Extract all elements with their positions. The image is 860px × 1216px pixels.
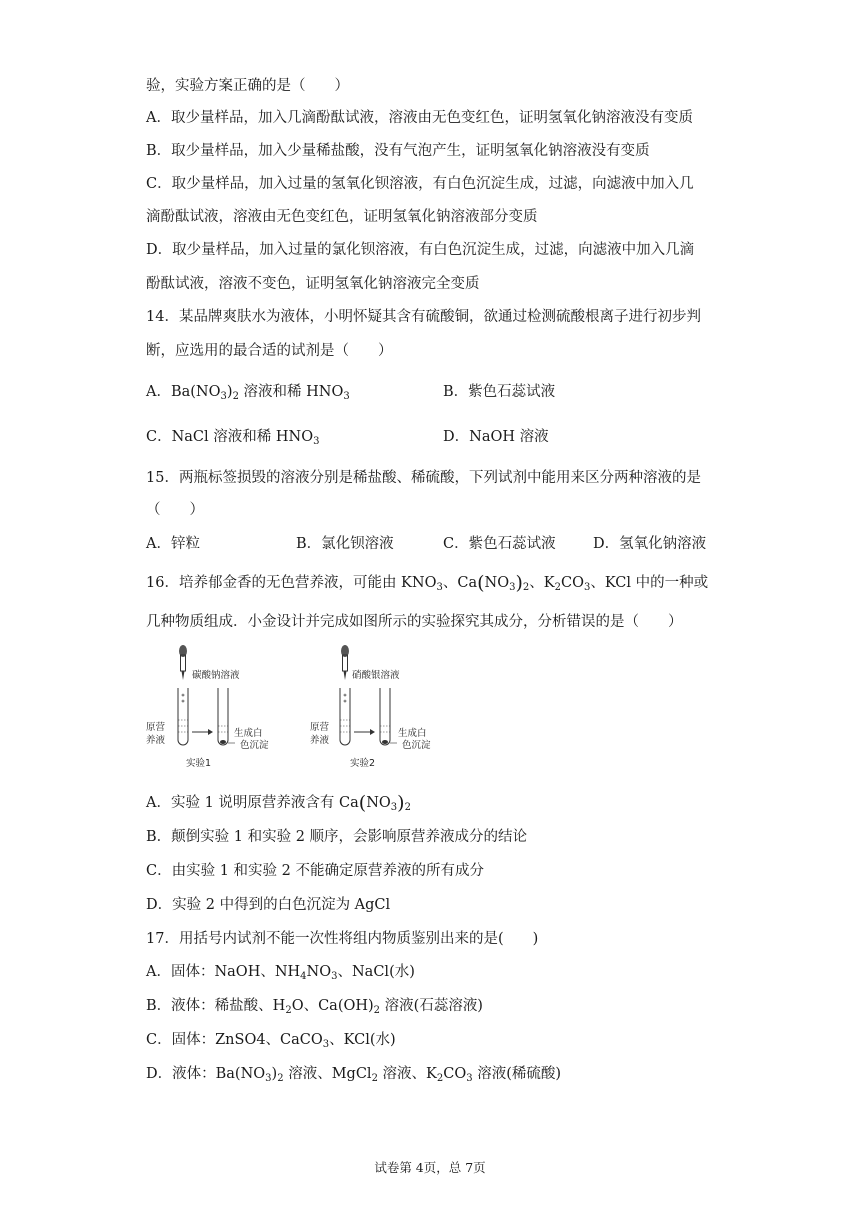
- q14-option-c: C．NaCl 溶液和稀 $HNO_3$: [146, 429, 320, 447]
- q15-option-c: C．紫色石蕊试液: [443, 536, 556, 552]
- q16-stem-line2: 几种物质组成．小金设计并完成如图所示的实验探究其成分，分析错误的是（ ）: [146, 614, 683, 630]
- q16-option-d: D．实验 2 中得到的白色沉淀为 AgCl: [146, 897, 391, 913]
- q13-option-d-line1: D．取少量样品，加入过量的氯化钡溶液，有白色沉淀生成，过滤，向滤液中加入几滴: [146, 242, 695, 258]
- q13-option-c-line2: 滴酚酞试液，溶液由无色变红色，证明氢氧化钠溶液部分变质: [146, 209, 538, 225]
- q14-option-a: A．$Ba(NO_3)_2$ 溶液和稀 $HNO_3$: [146, 384, 350, 402]
- q13-option-b: B．取少量样品，加入少量稀盐酸，没有气泡产生，证明氢氧化钠溶液没有变质: [146, 143, 650, 159]
- exp1-reagent-label: 碳酸钠溶液: [192, 670, 240, 681]
- q17-option-d: D．液体：$Ba(NO_3)_2$ 溶液、MgCl$_2$ 溶液、$K_2CO_3$ 溶液(稀硫酸): [146, 1066, 562, 1084]
- q17-option-a: A．固体：NaOH、$NH_4NO_3$、NaCl(水): [146, 964, 415, 982]
- exp2-caption: 实验2: [350, 758, 376, 769]
- q14-option-b: B．紫色石蕊试液: [443, 384, 556, 400]
- test-tube-2b: [380, 688, 390, 745]
- test-tube-2a: [340, 688, 350, 745]
- exp2-source-label-1: 原营: [310, 722, 330, 733]
- q13-stem-tail: 验，实验方案正确的是（ ）: [146, 78, 349, 94]
- dropper-1: [179, 645, 187, 680]
- q15-option-a: A．锌粒: [146, 536, 200, 552]
- q13-option-c-line1: C．取少量样品，加入过量的氢氧化钡溶液，有白色沉淀生成，过滤，向滤液中加入几: [146, 176, 694, 192]
- q13-option-a: A．取少量样品，加入几滴酚酞试液，溶液由无色变红色，证明氢氧化钠溶液没有变质: [146, 110, 693, 126]
- q17-option-c: C．固体：ZnSO4、CaCO$_3$、KCl(水): [146, 1032, 396, 1050]
- exp2-result-line2: 色沉淀: [402, 740, 431, 751]
- dropper-2: [341, 645, 349, 680]
- q17-stem: 17．用括号内试剂不能一次性将组内物质鉴别出来的是( ): [146, 931, 539, 947]
- exp1-caption: 实验1: [186, 758, 212, 769]
- q17-option-b: B．液体：稀盐酸、$H_2O$、$Ca(OH)_2$ 溶液(石蕊溶液): [146, 998, 483, 1016]
- q15-stem-line2: （ ）: [146, 502, 204, 518]
- exp2-reagent-label: 硝酸银溶液: [352, 670, 400, 681]
- q16-stem-line1: 16．培养郁金香的无色营养液，可能由 $KNO_3$、$Ca(NO_3)_2$、$K_2CO_3$、KCl 中的一种或: [146, 572, 709, 594]
- q16-option-b: B．颠倒实验 1 和实验 2 顺序，会影响原营养液成分的结论: [146, 829, 528, 845]
- exp2-source-label-2: 养液: [310, 735, 330, 746]
- experiment-2-diagram: [310, 645, 431, 769]
- q13-option-d-line2: 酚酞试液，溶液不变色，证明氢氧化钠溶液完全变质: [146, 276, 480, 292]
- test-tube-1b: [218, 688, 228, 745]
- exp1-result-line1: 生成白: [234, 728, 263, 739]
- experiment-1-diagram: [146, 645, 269, 769]
- exp1-result-line2: 色沉淀: [240, 740, 269, 751]
- exp1-source-label-2: 养液: [146, 735, 166, 746]
- q14-stem-line2: 断，应选用的最合适的试剂是（ ）: [146, 343, 393, 359]
- q15-stem-line1: 15．两瓶标签损毁的溶液分别是稀盐酸、稀硫酸，下列试剂中能用来区分两种溶液的是: [146, 470, 701, 486]
- test-tube-1a: [178, 688, 188, 745]
- q15-option-d: D．氢氧化钠溶液: [593, 536, 707, 552]
- q14-option-d: D．NaOH 溶液: [443, 429, 549, 445]
- q14-stem-line1: 14．某品牌爽肤水为液体，小明怀疑其含有硫酸铜，欲通过检测硫酸根离子进行初步判: [146, 309, 701, 325]
- exp2-result-line1: 生成白: [398, 728, 427, 739]
- experiment-figure: [140, 640, 460, 770]
- q16-option-c: C．由实验 1 和实验 2 不能确定原营养液的所有成分: [146, 863, 484, 879]
- page-footer: 试卷第 4页，总 7页: [374, 1160, 486, 1175]
- q16-option-a: A．实验 1 说明原营养液含有 $Ca(NO_3)_2$: [146, 792, 411, 814]
- exp1-source-label-1: 原营: [146, 722, 166, 733]
- q15-option-b: B．氯化钡溶液: [296, 536, 394, 552]
